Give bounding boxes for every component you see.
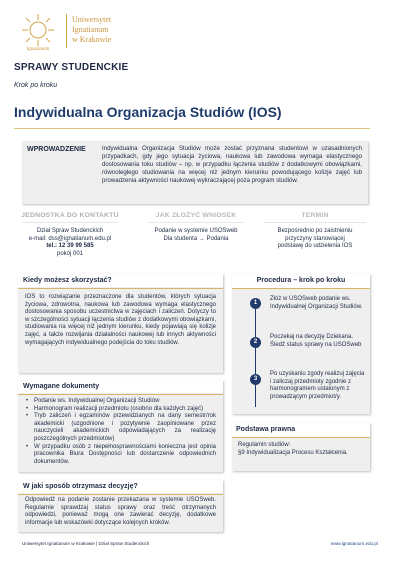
documents-divider	[18, 394, 223, 395]
documents-list	[25, 398, 216, 466]
procedure-divider	[232, 288, 370, 289]
documents-list-wrap	[25, 398, 216, 466]
list-item: • Podanie ws. Indywidualnej Organizacji Studiów	[25, 398, 216, 406]
contact-heading: JEDNOSTKA DO KONTAKTU	[21, 212, 119, 219]
title-divider	[14, 128, 370, 129]
logo-wordmark: Ignatianum	[26, 47, 50, 52]
procedure-heading: Procedura – krok po kroku	[232, 274, 370, 288]
decision-box	[18, 480, 223, 532]
deadline-divider	[264, 222, 366, 223]
documents-box	[18, 380, 223, 472]
documents-heading: Wymagane dokumenty	[18, 380, 223, 393]
contact-box	[18, 212, 122, 270]
contact-divider	[22, 222, 118, 223]
apply-divider	[148, 222, 244, 223]
legal-divider	[232, 437, 370, 438]
step-3-marker: 3	[250, 374, 261, 385]
list-item: • W przypadku osób z niepełnosprawnościami konieczna jest opinia pracownika Biura Dostępności lub dostarczenie odpowiednich dokumentów.	[25, 444, 216, 467]
deadline-box	[260, 212, 370, 270]
decision-text: Odpowiedź na podanie zostanie przekazana w systemie USOSweb. Regularnie sprawdzaj status sprawy oraz treść otrzymanych odpowiedzi, ponieważ mogą one zawierać decyzję, dodatkowe informacje lub wskazówki dotyczące kolejnych kroków.	[25, 497, 216, 526]
page-title: Indywidualna Organizacja Studiów (IOS)	[14, 104, 282, 120]
apply-details: Podanie w systemie USOSweb Dla studenta → Podania	[154, 228, 238, 242]
step-2-text: Poczekaj na decyzję Dziekana. Śledź status sprawy na USOSweb	[270, 334, 362, 348]
section-title: SPRAWY STUDENCKIE	[14, 62, 129, 73]
step-3-text: Po uzyskaniu zgody realizuj zajęcia i zaliczaj przedmioty zgodnie z harmonogramem ustalonym z prowadzącym przedmiot/y.	[270, 371, 365, 400]
university-name: Uniwersytet Ignatianum w Krakowie	[72, 15, 112, 44]
legal-text: Regulamin studiów: §9 Indywidualizacja Procesu Kształcenia.	[238, 442, 348, 456]
step-1-text: Złóż w USOSweb podanie ws. Indywidualnej Organizacji Studiów.	[270, 296, 363, 310]
procedure-timeline	[255, 299, 256, 407]
deadline-details: Bezpośrednio po zaistnieniu przyczyny stanowiącej podstawę do udzielenia IOS	[277, 228, 353, 250]
list-item: • Tryb zaliczeń i egzaminów przewidzianych na dany semestr/rok akademicki (uzgodnione i pozytywnie zaopiniowane przez nauczycieli akademickich odpowiadających za realizację poszczególnych przedmiotów)	[25, 413, 216, 443]
apply-heading: JAK ZŁOŻYĆ WNIOSEK	[155, 212, 237, 219]
deadline-heading: TERMIN	[301, 212, 329, 219]
intro-box	[22, 141, 368, 204]
contact-phone[interactable]: tel.: 12 39 99 585	[46, 243, 94, 250]
legal-heading: Podstawa prawna	[232, 423, 370, 437]
procedure-box	[232, 274, 370, 414]
when-divider	[18, 288, 223, 289]
decision-divider	[18, 494, 223, 495]
university-logo	[14, 12, 62, 52]
step-2-marker: 2	[250, 337, 261, 348]
logo-divider	[66, 14, 67, 48]
list-item: • Harmonogram realizacji przedmiotu (osobno dla każdych zajęć)	[25, 406, 216, 414]
when-heading: Kiedy możesz skorzystać?	[18, 274, 223, 287]
intro-label: WPROWADZENIE	[27, 146, 86, 153]
legal-basis-box	[232, 423, 370, 471]
step-1-marker: 1	[250, 298, 261, 309]
when-text: IOS to rozwiązanie przeznaczone dla studentów, których sytuacja życiowa, zdrowotna, naukowa lub zawodowa wymaga elastycznego dostosowania sposobu uczestnictwa w zajęciach i zaliczeń. Dotyczy to w szczególności sytuacji łączenia studiów z dodatkowymi obowiązkami, studiowania na więcej niż jednym kierunku, kiedy pojawiają się kolizje zajęć, a także rozwijania działalności naukowej lub innych aktywności wymagających indywidualnego podejścia do toku studiów.	[25, 294, 216, 346]
apply-box	[144, 212, 248, 270]
when-box	[18, 274, 223, 373]
decision-heading: W jaki sposób otrzymasz decyzję?	[18, 480, 223, 493]
contact-email[interactable]: e-mail: dss@ignatianum.edu.pl	[28, 235, 112, 242]
contact-details: Dział Spraw Studenckich e-mail: dss@ignatianum.edu.pl tel.: 12 39 99 585 pokój 001	[20, 228, 120, 258]
intro-text: Indywidualna Organizacja Studiów może zostać przyznana studentowi w uzasadnionych przypadkach, gdy jego sytuacja życiowa, naukowa lub zawodowa wymaga elastycznego dostosowania toku studiów – np. w przypadku łączenia studiów z dodatkowymi obowiązkami, równoległego studiowania na więcej niż jednym kierunku powodującego kolizje zajęć lub prowadzenia aktywności naukowej wykraczającej poza program studiów.	[102, 145, 362, 184]
footer-institution: Uniwersytet Ignatianum w Krakowie | Dział Spraw Studenckich	[22, 541, 150, 546]
subtitle: Krok po kroku	[14, 82, 58, 89]
footer-website-link[interactable]: www.ignatianum.edu.pl	[330, 541, 378, 546]
